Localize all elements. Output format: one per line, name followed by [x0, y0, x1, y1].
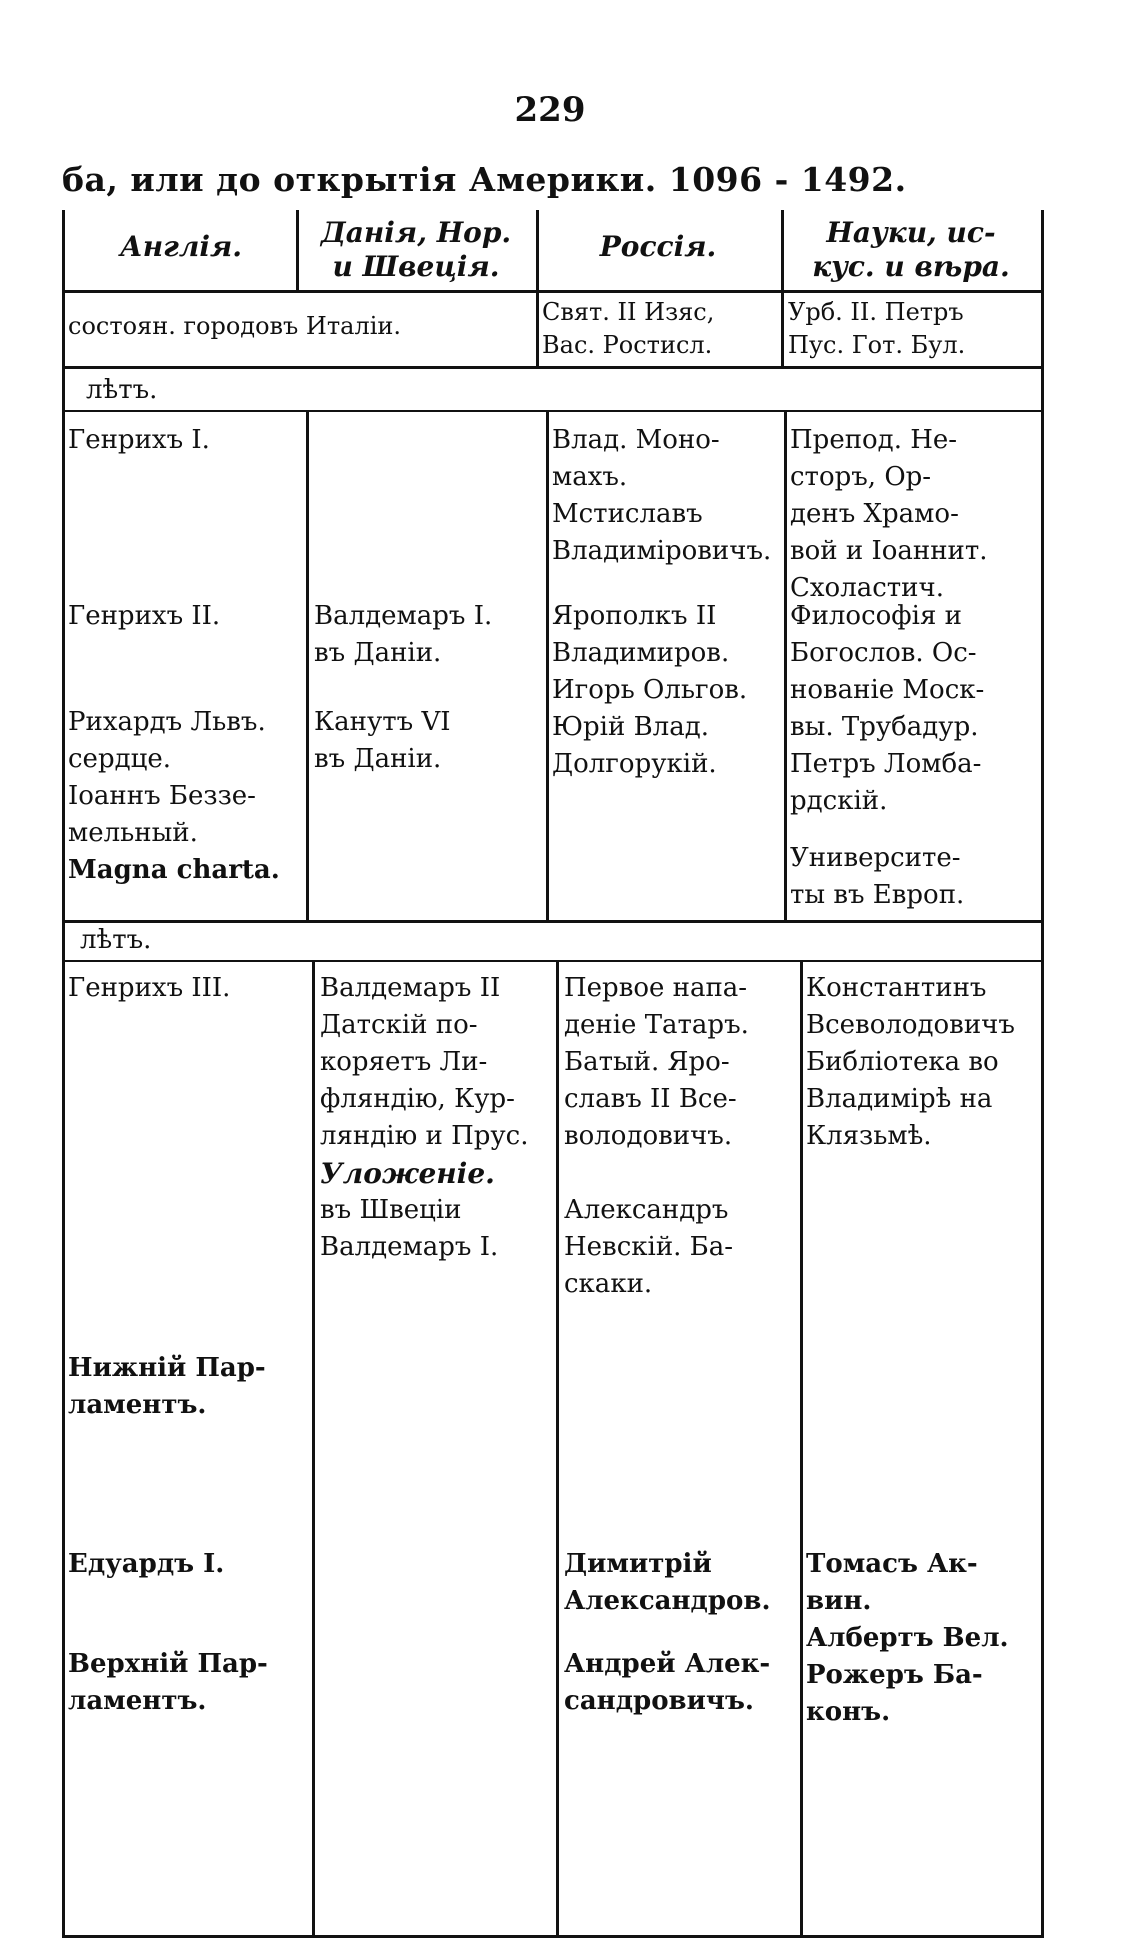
col-header-denmark: Данія, Нор. и Швеція.	[320, 216, 512, 283]
s1-england-1: Генрихъ I.	[68, 425, 210, 455]
rule-s2-col3	[800, 960, 803, 1935]
s2-russia-1: Первое напа- деніе Татаръ. Батый. Яро- славъ II Все- володовичъ.	[564, 973, 749, 1151]
rule-s1-col2	[546, 410, 549, 920]
col-header-england: Англія.	[119, 230, 243, 263]
rule-intro-bottom	[62, 366, 1044, 369]
rule-left	[62, 210, 65, 1938]
s1-russia-2: Ярополкъ II Владимиров. Игорь Ольгов. Юрій Влад. Долгорукій.	[552, 601, 748, 779]
page-number: 229	[514, 90, 586, 130]
s2-england-2: Нижній Пар- ламентъ.	[68, 1353, 266, 1420]
s2-denmark-1: Валдемаръ II Датскій по- коряетъ Ли- фляндію, Кур- ляндію и Прус.	[320, 973, 529, 1151]
s2-russia-3: Димитрій Александров.	[564, 1549, 771, 1616]
s1-denmark-1: Валдемаръ I. въ Даніи.	[314, 601, 493, 668]
s1-sciences-2: Философія и Богослов. Ос- нованіе Моск- вы. Трубадур. Петръ Ломба- рдскій.	[790, 601, 985, 816]
rule-section2-label	[62, 960, 1044, 962]
col-header-russia: Россія.	[599, 230, 717, 263]
s2-england-3: Едуардъ I.	[68, 1549, 225, 1579]
intro-italy: состоян. городовъ Италіи.	[68, 312, 401, 340]
rule-h-col1	[296, 210, 299, 290]
s2-russia-2: Александръ Невскій. Ба- скаки.	[564, 1195, 734, 1299]
s1-sciences-1: Препод. Не- сторъ, Ор- денъ Храмо- вой и Іоаннит. Схоластич.	[790, 425, 988, 603]
s1-sciences-3: Университе- ты въ Европ.	[790, 843, 965, 910]
s2-sciences-1: Константинъ Всеволодовичъ Библіотека во Владимірѣ на Клязьмѣ.	[806, 973, 1015, 1151]
s1-russia-1: Влад. Моно- махъ. Мстиславъ Владиміровичъ.	[552, 425, 772, 566]
s1-england-2: Генрихъ II.	[68, 601, 221, 631]
rule-h-col2	[536, 210, 539, 366]
rule-right	[1041, 210, 1044, 1938]
rule-s2-col2	[556, 960, 559, 1935]
s2-denmark-3: въ Швеціи Валдемаръ I.	[320, 1195, 499, 1262]
intro-sciences: Урб. II. Петръ Пус. Гот. Бул.	[788, 298, 966, 359]
col-header-sciences: Науки, ис- кус. и вѣра.	[812, 216, 1010, 283]
rule-s1-col1	[306, 410, 309, 920]
running-head: ба, или до открытія Америки. 1096 - 1492.	[62, 160, 907, 199]
rule-s2-col1	[312, 960, 315, 1935]
s2-russia-4: Андрей Алек- сандровичъ.	[564, 1649, 771, 1716]
chronology-table	[62, 210, 1044, 1940]
rule-s1-col3	[784, 410, 787, 920]
s1-england-4: Magna charta.	[68, 855, 280, 885]
rule-section1-label	[62, 410, 1044, 412]
s1-denmark-2: Канутъ VI въ Даніи.	[314, 707, 451, 774]
s2-sciences-2: Томасъ Ак- вин. Албертъ Вел. Рожеръ Ба- конъ.	[806, 1549, 1009, 1727]
s2-england-1: Генрихъ III.	[68, 973, 231, 1003]
s1-england-3: Рихардъ Львъ. сердце. Іоаннъ Беззе- мельный.	[68, 707, 266, 848]
rule-header-bottom	[62, 290, 1044, 293]
section1-label: лѣтъ.	[86, 375, 158, 405]
s2-denmark-2: Уложеніе.	[320, 1157, 495, 1190]
s2-england-4: Верхній Пар- ламентъ.	[68, 1649, 268, 1716]
section2-label: лѣтъ.	[80, 925, 152, 955]
intro-russia: Свят. II Изяс, Вас. Ростисл.	[542, 298, 715, 359]
